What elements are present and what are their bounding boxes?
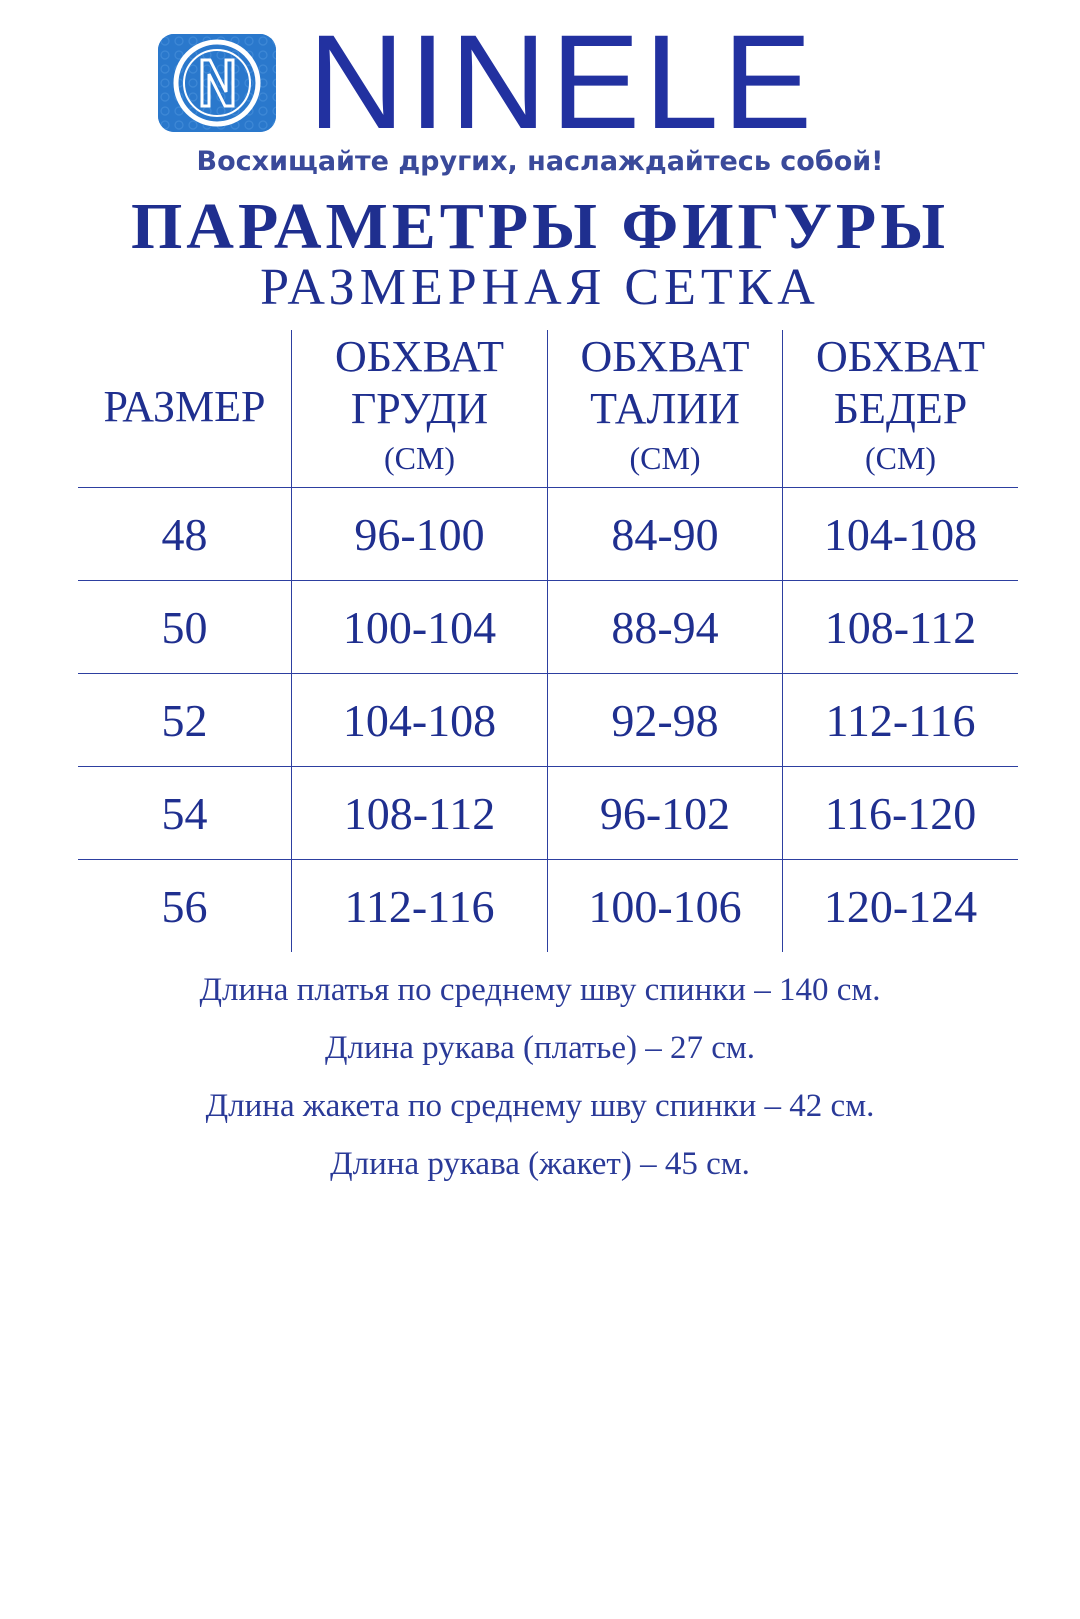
header-waist-unit: (СМ) — [629, 440, 701, 476]
size-cell — [78, 767, 291, 859]
bust-value: 100-104 — [342, 602, 497, 653]
hips-cell — [782, 581, 1018, 673]
hips-value: 104-108 — [823, 509, 978, 560]
header-bust-line1: ОБХВАТ — [334, 332, 505, 381]
waist-cell — [547, 581, 782, 673]
note-jacket-sleeve: Длина рукава (жакет) – 45 см. — [330, 1146, 750, 1182]
waist-value: 84-90 — [611, 509, 719, 560]
ninele-n-badge-icon — [158, 34, 276, 132]
header-hips-unit: (СМ) — [864, 440, 937, 476]
header-waist-cell — [547, 330, 782, 487]
garment-notes — [0, 961, 1080, 1193]
waist-value: 88-94 — [611, 602, 719, 653]
size-cell — [78, 581, 291, 673]
header-hips-line2: БЕДЕР — [833, 384, 968, 433]
bust-cell — [291, 674, 547, 766]
header-size-cell — [78, 330, 291, 487]
header-bust-cell — [291, 330, 547, 487]
header-size-label: РАЗМЕР — [103, 382, 266, 431]
waist-value: 92-98 — [611, 695, 719, 746]
size-value: 52 — [161, 695, 208, 746]
table-row — [78, 488, 1018, 581]
hips-cell — [782, 767, 1018, 859]
waist-value: 100-106 — [588, 881, 742, 932]
header-hips-cell — [782, 330, 1018, 487]
bust-cell — [291, 488, 547, 580]
table-header-row — [78, 330, 1018, 488]
hips-value: 108-112 — [824, 602, 977, 653]
hips-value: 112-116 — [825, 695, 976, 746]
brand-header — [158, 8, 928, 157]
header-hips-line1: ОБХВАТ — [815, 332, 986, 381]
hips-cell — [782, 674, 1018, 766]
table-row — [78, 581, 1018, 674]
hips-cell — [782, 488, 1018, 580]
size-cell — [78, 488, 291, 580]
brand-slogan: Восхищайте других, наслаждайтесь собой! — [196, 146, 884, 177]
hips-value: 116-120 — [824, 788, 977, 839]
hips-cell — [782, 860, 1018, 952]
page-subtitle: РАЗМЕРНАЯ СЕТКА — [260, 259, 820, 316]
waist-cell — [547, 767, 782, 859]
note-dress-sleeve: Длина рукава (платье) – 27 см. — [324, 1030, 756, 1066]
bust-value: 104-108 — [342, 695, 497, 746]
size-table — [78, 330, 1018, 952]
bust-cell — [291, 581, 547, 673]
bust-value: 112-116 — [344, 881, 495, 932]
waist-value: 96-102 — [599, 788, 731, 839]
table-row — [78, 674, 1018, 767]
table-row — [78, 767, 1018, 860]
bust-value: 108-112 — [343, 788, 496, 839]
bust-cell — [291, 860, 547, 952]
size-value: 54 — [161, 788, 208, 839]
size-value: 56 — [161, 881, 208, 932]
waist-cell — [547, 488, 782, 580]
page-title: ПАРАМЕТРЫ ФИГУРЫ — [130, 190, 950, 263]
bust-value: 96-100 — [354, 509, 485, 560]
size-value: 48 — [161, 509, 208, 560]
note-dress-length: Длина платья по среднему шву спинки – 140 см. — [199, 972, 881, 1008]
header-bust-unit: (СМ) — [383, 440, 456, 476]
header-bust-line2: ГРУДИ — [350, 384, 489, 433]
header-waist-line1: ОБХВАТ — [580, 332, 750, 381]
waist-cell — [547, 860, 782, 952]
size-cell — [78, 860, 291, 952]
table-row — [78, 860, 1018, 952]
waist-cell — [547, 674, 782, 766]
note-jacket-length: Длина жакета по среднему шву спинки – 42 см. — [205, 1088, 875, 1124]
size-cell — [78, 674, 291, 766]
header-waist-line2: ТАЛИИ — [590, 384, 740, 433]
bust-cell — [291, 767, 547, 859]
brand-name: NINELE — [308, 8, 817, 157]
size-value: 50 — [161, 602, 208, 653]
hips-value: 120-124 — [823, 881, 978, 932]
